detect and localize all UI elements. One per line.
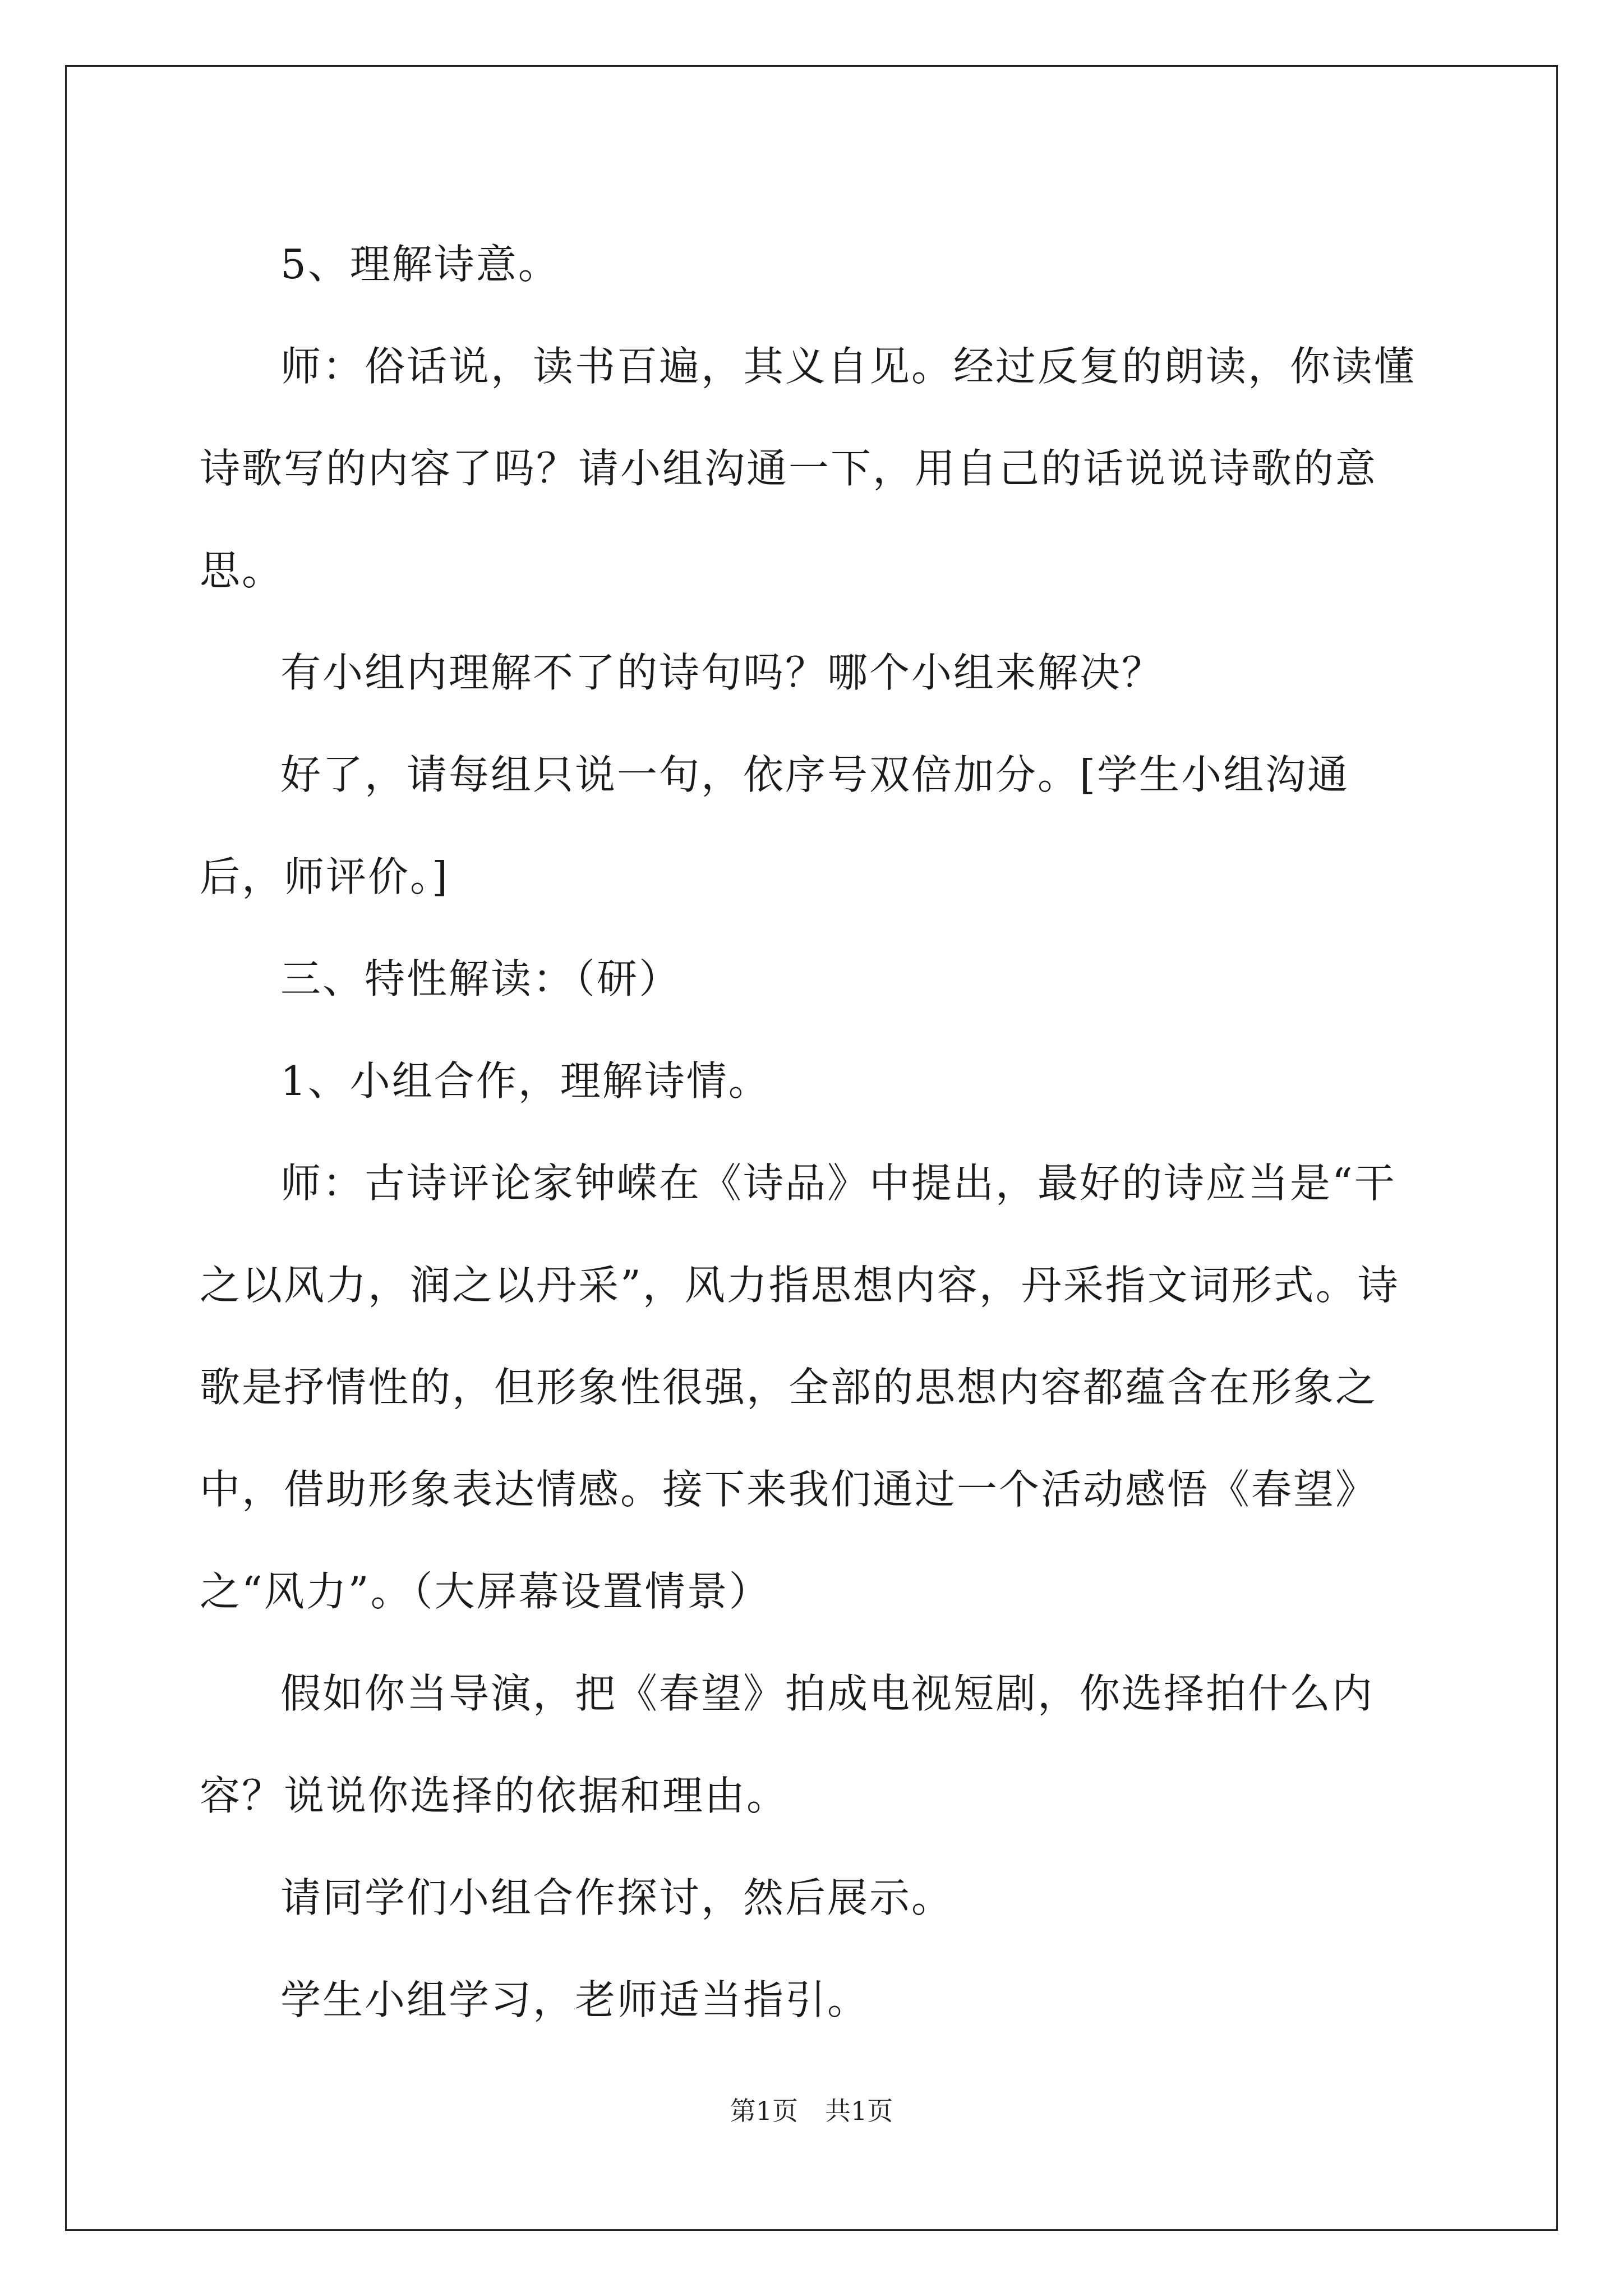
paragraph-7: 师：古诗评论家钟嵘在《诗品》中提出，最好的诗应当是“干之以风力，润之以丹采”，风力指思想内容，丹采指文词形式。诗歌是抒情性的，但形象性很强，全部的思想内容都蕴含在形象之中，借助形象表达情感。接下来我们通过一个活动感悟《春望》之“风力”。（大屏幕设置情景） <box>200 1159 1400 1615</box>
document-body <box>200 213 1428 2051</box>
page-total: 共1页 <box>825 2096 893 2126</box>
paragraph-8: 假如你当导演，把《春望》拍成电视短剧，你选择拍什么内容？说说你选择的依据和理由。 <box>200 1670 1375 1819</box>
paragraph-1: 5、理解诗意。 <box>280 241 560 288</box>
page-footer <box>0 2094 1623 2128</box>
paragraph-4: 好了，请每组只说一句，依序号双倍加分。[学生小组沟通后，师评价。] <box>200 751 1350 900</box>
paragraph-2: 师：俗话说，读书百遍，其义自见。经过反复的朗读，你读懂诗歌写的内容了吗？请小组沟通一下，用自己的话说说诗歌的意思。 <box>200 343 1417 594</box>
page-number: 第1页 <box>730 2096 798 2126</box>
paragraph-6: 1、小组合作，理解诗情。 <box>280 1057 771 1105</box>
paragraph-10: 学生小组学习，老师适当指引。 <box>280 1976 870 2023</box>
paragraph-9: 请同学们小组合作探讨，然后展示。 <box>280 1874 954 1921</box>
paragraph-3: 有小组内理解不了的诗句吗？哪个小组来解决？ <box>280 649 1164 696</box>
paragraph-5: 三、特性解读：（研） <box>280 955 681 1002</box>
